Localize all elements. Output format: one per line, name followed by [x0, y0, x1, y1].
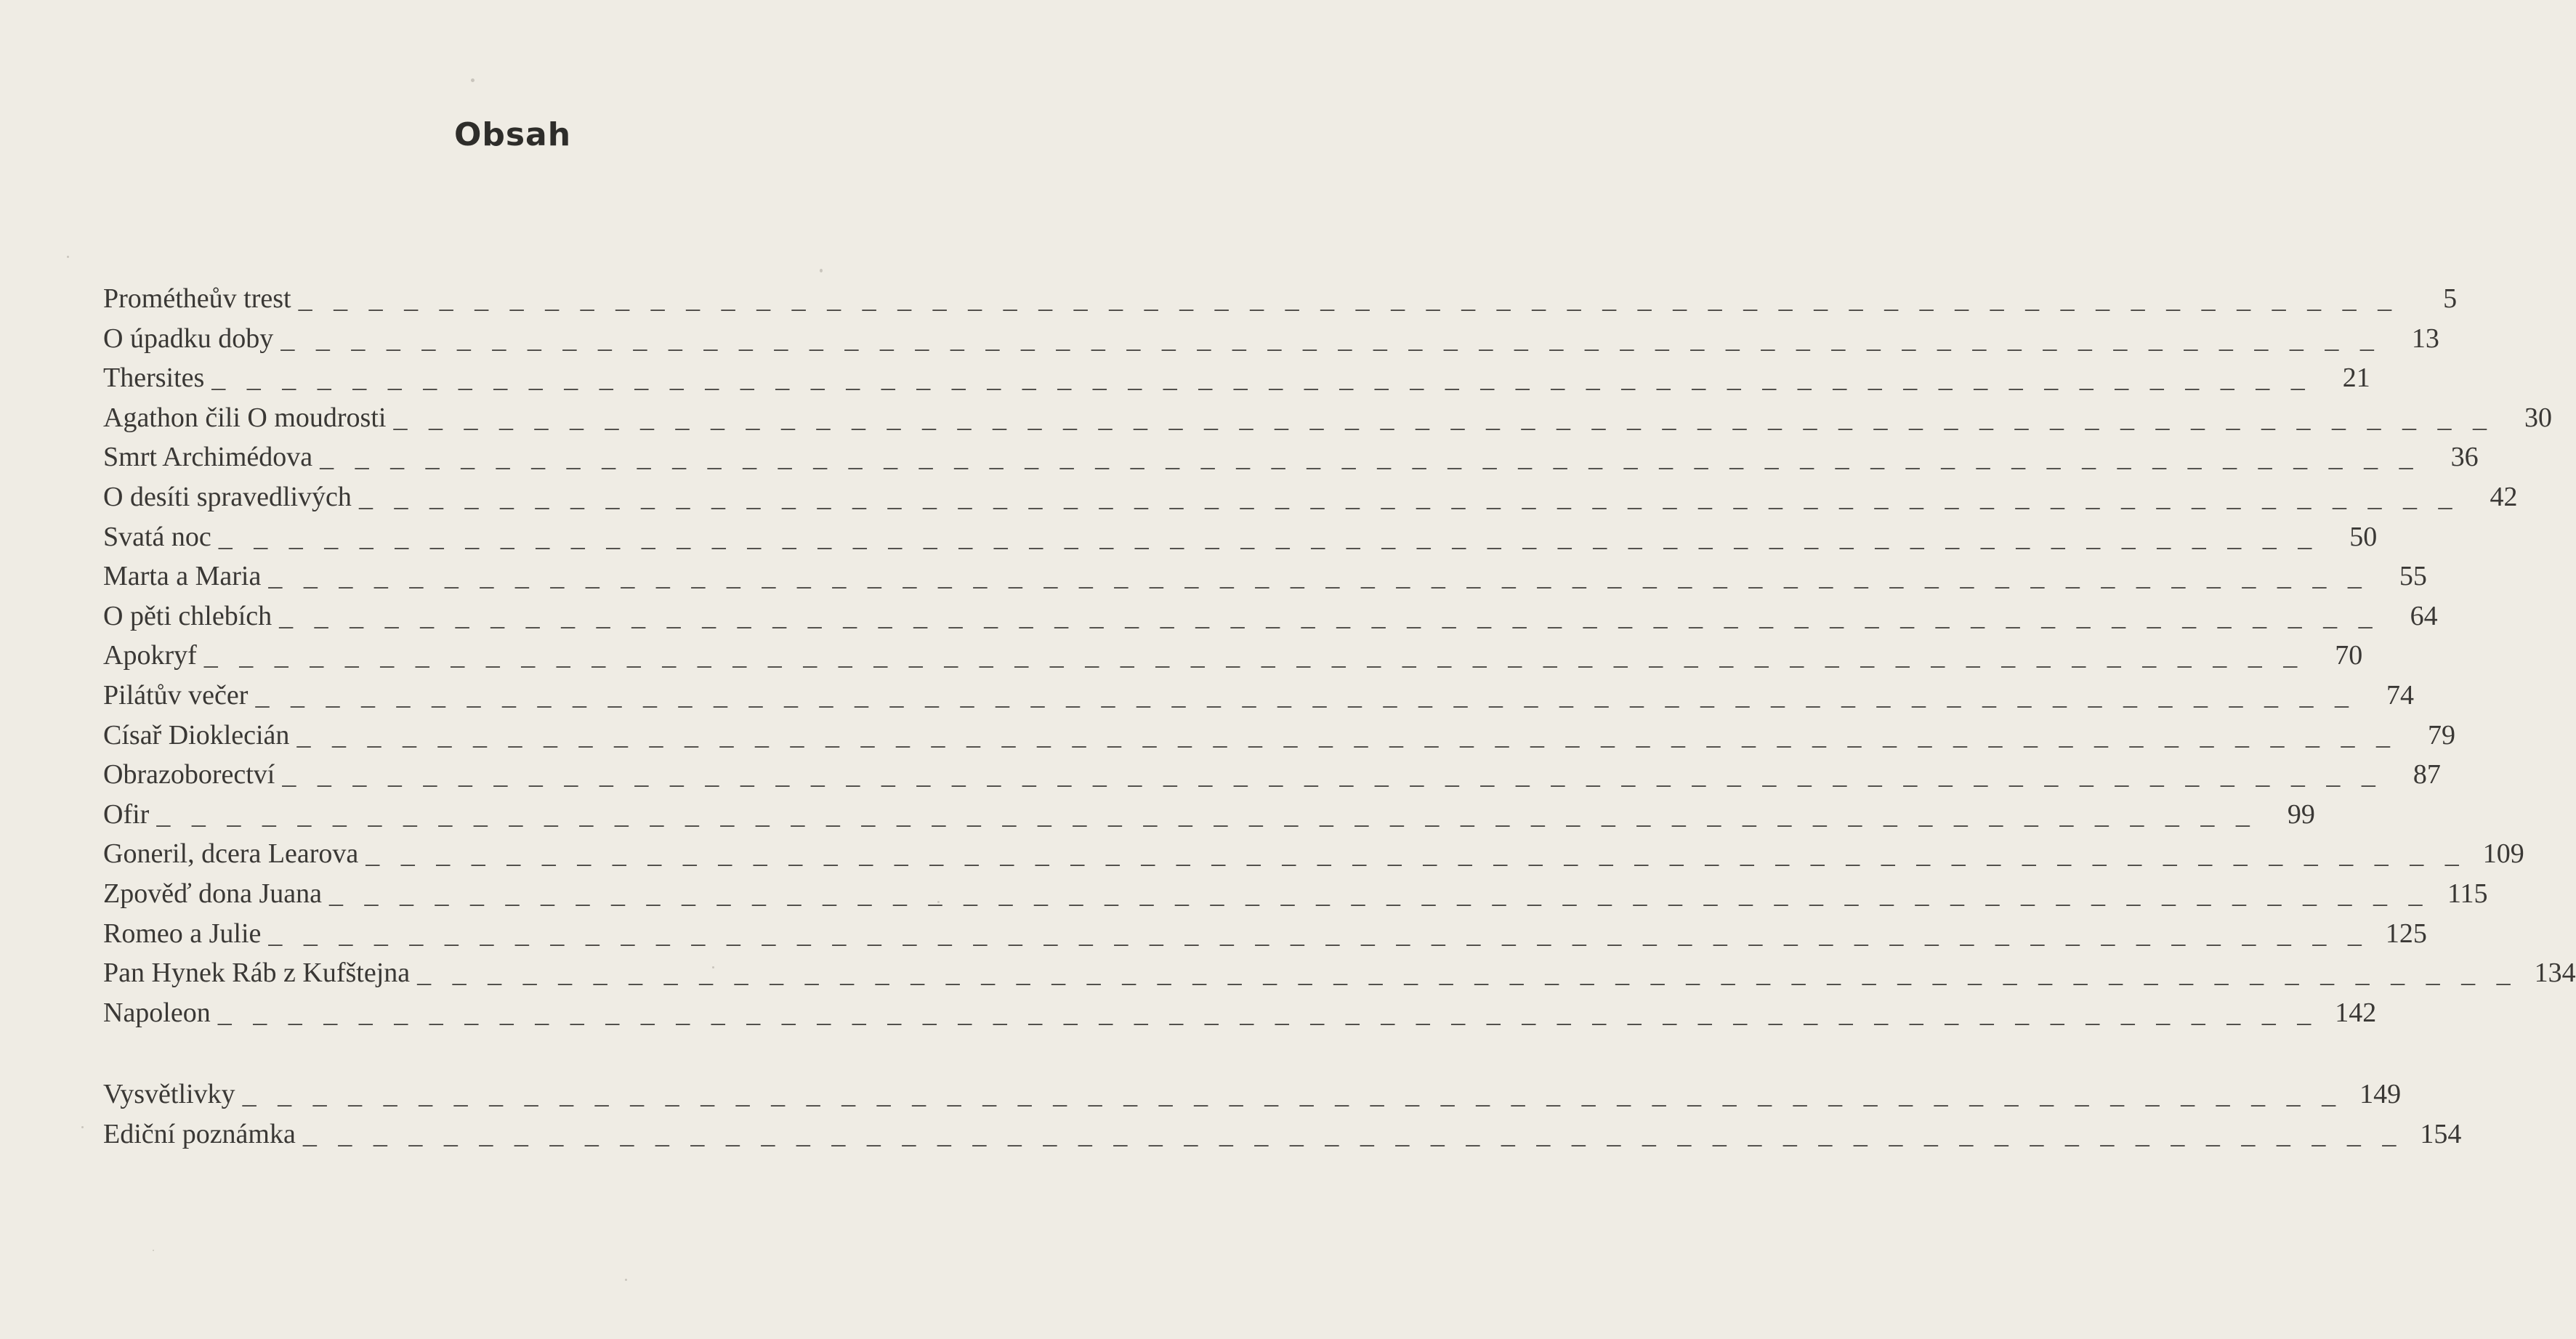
toc-entry-title: Napoleon: [103, 997, 211, 1028]
paper-speck: [81, 1126, 84, 1128]
toc-entry-title: Zpověď dona Juana: [103, 878, 323, 909]
toc-entry: [103, 596, 2438, 636]
toc-entry-title: Agathon čili O moudrosti: [103, 402, 387, 433]
toc-dash-leader: _ _ _ _ _ _ _ _ _ _ _ _ _ _ _ _ _ _ _ _ _ _ _ _ _ _ _ _ _ _ _ _ _ _ _ _ _ _ _ _ _ _ _ _ _ _ _ _ _ _ _ _ _ _ _ _ _ _ _ _: [217, 997, 2319, 1028]
toc-dash-leader: _ _ _ _ _ _ _ _ _ _ _ _ _ _ _ _ _ _ _ _ _ _ _ _ _ _ _ _ _ _ _ _ _ _ _ _ _ _ _ _ _ _ _ _ _ _ _ _ _ _ _ _ _ _ _ _ _ _ _ _: [393, 402, 2494, 433]
toc-entry: [103, 993, 2377, 1033]
toc-entry-page-number: 74: [2386, 679, 2414, 711]
toc-dash-leader: _ _ _ _ _ _ _ _ _ _ _ _ _ _ _ _ _ _ _ _ _ _ _ _ _ _ _ _ _ _ _ _ _ _ _ _ _ _ _ _ _ _ _ _ _ _ _ _ _ _ _ _ _ _ _ _ _ _ _ _: [280, 323, 2381, 354]
toc-entry: [103, 1115, 2462, 1154]
toc-entry-title: Pan Hynek Ráb z Kufštejna: [103, 958, 411, 989]
toc-entry-page-number: 64: [2410, 600, 2438, 631]
toc-entry: [103, 636, 2363, 676]
toc-entry-page-number: 70: [2335, 640, 2363, 671]
paper-speck: [625, 1279, 627, 1281]
toc-entry: [103, 517, 2378, 557]
toc-entry-page-number: 149: [2359, 1079, 2402, 1110]
toc-dash-leader: _ _ _ _ _ _ _ _ _ _ _ _ _ _ _ _ _ _ _ _ _ _ _ _ _ _ _ _ _ _ _ _ _ _ _ _ _ _ _ _ _ _ _ _ _ _ _ _ _ _ _ _ _ _ _ _ _ _ _ _: [320, 442, 2420, 473]
toc-entry: [103, 358, 2370, 398]
toc-entry-page-number: 13: [2411, 323, 2439, 354]
toc-entry-page-number: 36: [2450, 442, 2479, 473]
toc-entry-title: Prométheův trest: [103, 283, 291, 314]
toc-entry: [103, 953, 2576, 993]
toc-dash-leader: _ _ _ _ _ _ _ _ _ _ _ _ _ _ _ _ _ _ _ _ _ _ _ _ _ _ _ _ _ _ _ _ _ _ _ _ _ _ _ _ _ _ _ _ _ _ _ _ _ _ _ _ _ _ _ _ _ _ _ _: [282, 759, 2383, 790]
toc-entry: [103, 834, 2524, 874]
toc-entry-page-number: 134: [2534, 958, 2576, 989]
paper-speck: [153, 1250, 154, 1251]
toc-entry-page-number: 21: [2342, 363, 2370, 394]
toc-dash-leader: _ _ _ _ _ _ _ _ _ _ _ _ _ _ _ _ _ _ _ _ _ _ _ _ _ _ _ _ _ _ _ _ _ _ _ _ _ _ _ _ _ _ _ _ _ _ _ _ _ _ _ _ _ _ _ _ _ _ _ _: [268, 561, 2369, 592]
toc-dash-leader: _ _ _ _ _ _ _ _ _ _ _ _ _ _ _ _ _ _ _ _ _ _ _ _ _ _ _ _ _ _ _ _ _ _ _ _ _ _ _ _ _ _ _ _ _ _ _ _ _ _ _ _ _ _ _ _ _ _ _ _: [329, 878, 2430, 909]
toc-entry: [103, 874, 2488, 914]
toc-entry-page-number: 5: [2443, 283, 2458, 314]
toc-entry-title: Smrt Archimédova: [103, 442, 313, 473]
toc-entry-page-number: 115: [2447, 878, 2488, 909]
toc-entry: [103, 716, 2455, 756]
toc-entry-title: Ofir: [103, 798, 150, 830]
toc-dash-leader: _ _ _ _ _ _ _ _ _ _ _ _ _ _ _ _ _ _ _ _ _ _ _ _ _ _ _ _ _ _ _ _ _ _ _ _ _ _ _ _ _ _ _ _ _ _ _ _ _ _ _ _ _ _ _ _ _ _ _ _: [268, 918, 2369, 949]
toc-entry-title: O desíti spravedlivých: [103, 481, 352, 512]
toc-entry-title: Císař Dioklecián: [103, 719, 290, 751]
table-of-contents: [103, 279, 2576, 1154]
toc-dash-leader: _ _ _ _ _ _ _ _ _ _ _ _ _ _ _ _ _ _ _ _ _ _ _ _ _ _ _ _ _ _ _ _ _ _ _ _ _ _ _ _ _ _ _ _ _ _ _ _ _ _ _ _ _ _ _ _ _ _ _ _: [296, 719, 2397, 751]
toc-entry-page-number: 99: [2287, 798, 2315, 830]
toc-entry-title: Marta a Maria: [103, 561, 262, 592]
toc-entry-title: O pěti chlebích: [103, 600, 272, 631]
toc-entry: [103, 795, 2315, 835]
toc-entry-title: O úpadku doby: [103, 323, 274, 354]
toc-entry-page-number: 154: [2420, 1118, 2462, 1149]
toc-entry-title: Goneril, dcera Learova: [103, 838, 359, 870]
toc-entry: [103, 437, 2479, 477]
toc-entry-title: Svatá noc: [103, 521, 211, 552]
toc-entry: [103, 279, 2458, 319]
toc-entry-title: Apokryf: [103, 640, 197, 671]
toc-dash-leader: _ _ _ _ _ _ _ _ _ _ _ _ _ _ _ _ _ _ _ _ _ _ _ _ _ _ _ _ _ _ _ _ _ _ _ _ _ _ _ _ _ _ _ _ _ _ _ _ _ _ _ _ _ _ _ _ _ _ _ _: [255, 679, 2356, 711]
toc-entry-page-number: 50: [2349, 521, 2378, 552]
toc-entry: [103, 755, 2441, 795]
toc-dash-leader: _ _ _ _ _ _ _ _ _ _ _ _ _ _ _ _ _ _ _ _ _ _ _ _ _ _ _ _ _ _ _ _ _ _ _ _ _ _ _ _ _ _ _ _ _ _ _ _ _ _ _ _ _ _ _ _ _ _ _ _: [366, 838, 2466, 870]
toc-dash-leader: _ _ _ _ _ _ _ _ _ _ _ _ _ _ _ _ _ _ _ _ _ _ _ _ _ _ _ _ _ _ _ _ _ _ _ _ _ _ _ _ _ _ _ _ _ _ _ _ _ _ _ _ _ _ _ _ _ _ _ _: [211, 363, 2312, 394]
toc-entry: [103, 398, 2552, 438]
toc-entry-title: Pilátův večer: [103, 679, 249, 711]
toc-entry-title: Thersites: [103, 363, 205, 394]
toc-entry-page-number: 30: [2524, 402, 2552, 433]
toc-entry-page-number: 42: [2490, 481, 2518, 512]
toc-dash-leader: _ _ _ _ _ _ _ _ _ _ _ _ _ _ _ _ _ _ _ _ _ _ _ _ _ _ _ _ _ _ _ _ _ _ _ _ _ _ _ _ _ _ _ _ _ _ _ _ _ _ _ _ _ _ _ _ _ _ _ _: [242, 1079, 2343, 1110]
toc-entry: [103, 557, 2427, 596]
toc-entry-page-number: 142: [2335, 997, 2377, 1028]
toc-entry-page-number: 109: [2482, 838, 2524, 870]
toc-entry-page-number: 79: [2427, 719, 2455, 751]
toc-entry-title: Ediční poznámka: [103, 1118, 296, 1149]
toc-entry-page-number: 55: [2399, 561, 2427, 592]
toc-entry: [103, 1075, 2402, 1115]
toc-entry-title: Vysvětlivky: [103, 1079, 235, 1110]
toc-dash-leader: _ _ _ _ _ _ _ _ _ _ _ _ _ _ _ _ _ _ _ _ _ _ _ _ _ _ _ _ _ _ _ _ _ _ _ _ _ _ _ _ _ _ _ _ _ _ _ _ _ _ _ _ _ _ _ _ _ _ _ _: [302, 1118, 2404, 1149]
toc-dash-leader: _ _ _ _ _ _ _ _ _ _ _ _ _ _ _ _ _ _ _ _ _ _ _ _ _ _ _ _ _ _ _ _ _ _ _ _ _ _ _ _ _ _ _ _ _ _ _ _ _ _ _ _ _ _ _ _ _ _ _ _: [417, 958, 2518, 989]
toc-dash-leader: _ _ _ _ _ _ _ _ _ _ _ _ _ _ _ _ _ _ _ _ _ _ _ _ _ _ _ _ _ _ _ _ _ _ _ _ _ _ _ _ _ _ _ _ _ _ _ _ _ _ _ _ _ _ _ _ _ _ _ _: [358, 481, 2460, 512]
paper-speck: [820, 269, 823, 272]
toc-entry-page-number: 125: [2385, 918, 2427, 949]
toc-dash-leader: _ _ _ _ _ _ _ _ _ _ _ _ _ _ _ _ _ _ _ _ _ _ _ _ _ _ _ _ _ _ _ _ _ _ _ _ _ _ _ _ _ _ _ _ _ _ _ _ _ _ _ _ _ _ _ _ _ _ _ _: [203, 640, 2305, 671]
toc-dash-leader: _ _ _ _ _ _ _ _ _ _ _ _ _ _ _ _ _ _ _ _ _ _ _ _ _ _ _ _ _ _ _ _ _ _ _ _ _ _ _ _ _ _ _ _ _ _ _ _ _ _ _ _ _ _ _ _ _ _ _ _: [298, 283, 2399, 314]
page-title: Obsah: [453, 116, 572, 153]
toc-entry: [103, 676, 2414, 716]
paper-speck: [67, 256, 69, 258]
toc-entry-page-number: 87: [2413, 759, 2441, 790]
paper-speck: [471, 78, 475, 82]
toc-entry: [103, 477, 2518, 517]
toc-dash-leader: _ _ _ _ _ _ _ _ _ _ _ _ _ _ _ _ _ _ _ _ _ _ _ _ _ _ _ _ _ _ _ _ _ _ _ _ _ _ _ _ _ _ _ _ _ _ _ _ _ _ _ _ _ _ _ _ _ _ _ _: [156, 798, 2257, 830]
toc-entry: [103, 319, 2439, 359]
toc-entry-title: Romeo a Julie: [103, 918, 262, 949]
toc-entry-title: Obrazoborectví: [103, 759, 275, 790]
toc-entry: [103, 914, 2427, 954]
toc-dash-leader: _ _ _ _ _ _ _ _ _ _ _ _ _ _ _ _ _ _ _ _ _ _ _ _ _ _ _ _ _ _ _ _ _ _ _ _ _ _ _ _ _ _ _ _ _ _ _ _ _ _ _ _ _ _ _ _ _ _ _ _: [218, 521, 2319, 552]
toc-dash-leader: _ _ _ _ _ _ _ _ _ _ _ _ _ _ _ _ _ _ _ _ _ _ _ _ _ _ _ _ _ _ _ _ _ _ _ _ _ _ _ _ _ _ _ _ _ _ _ _ _ _ _ _ _ _ _ _ _ _ _ _: [279, 600, 2380, 631]
